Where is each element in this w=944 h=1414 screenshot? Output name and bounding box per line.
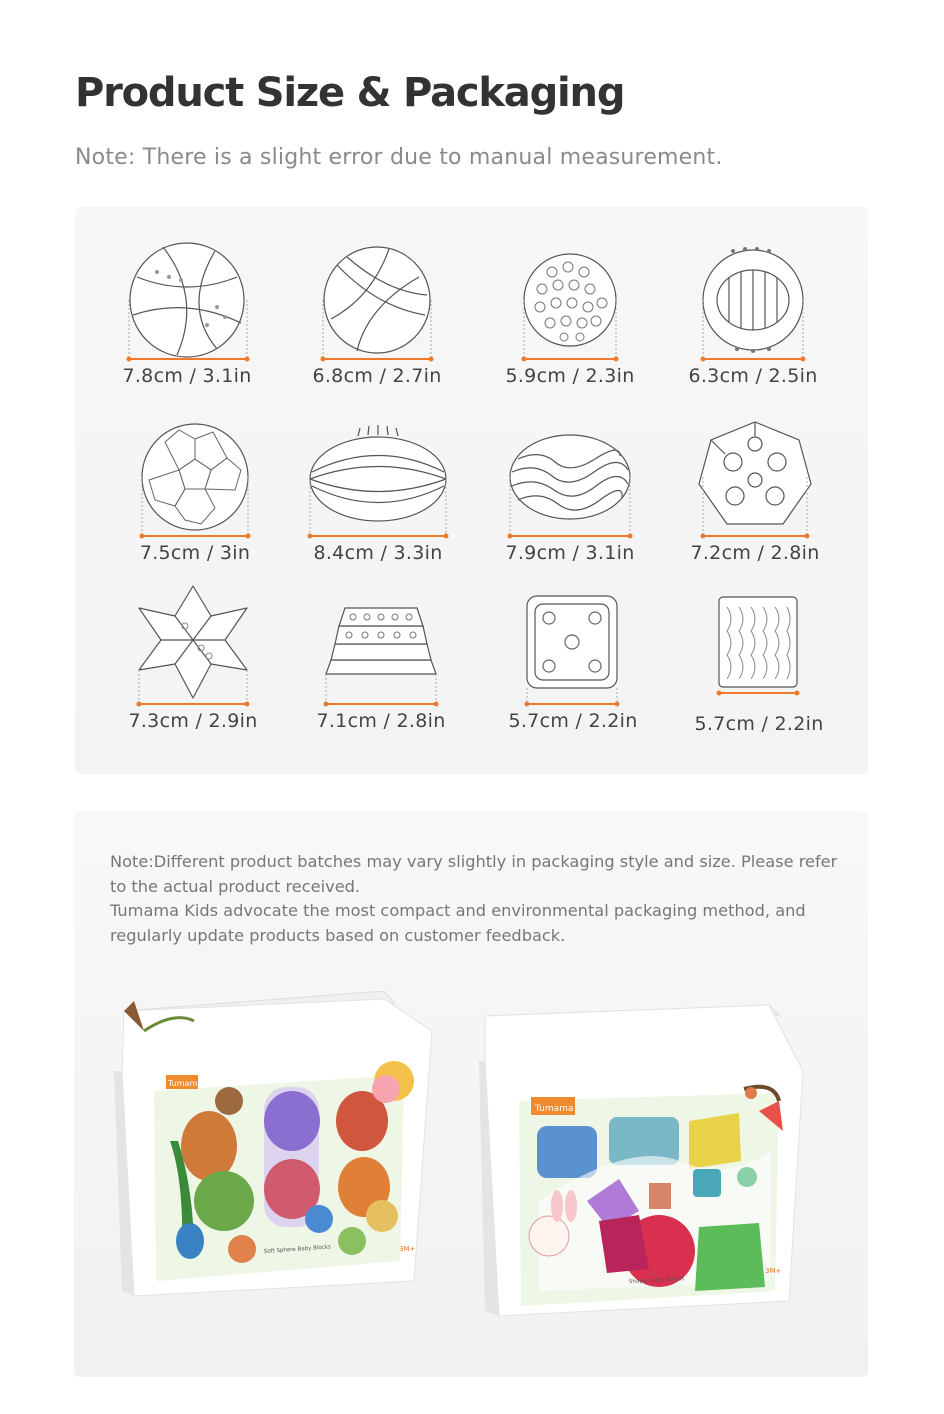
size-label: 5.9cm / 2.3in xyxy=(505,365,635,387)
size-label: 6.8cm / 2.7in xyxy=(312,365,442,387)
golf-ball-icon xyxy=(480,237,660,362)
size-item-star-block xyxy=(103,582,283,742)
packaging-note-line: Note:Different product batches may vary slightly in packaging style and size. Please refer to the actual product received. xyxy=(110,852,838,896)
size-item-lattice-cylinder xyxy=(669,583,849,743)
packaging-box-spheres xyxy=(114,991,434,1311)
stepped-pyramid-icon xyxy=(291,582,471,707)
basketball-ball-icon xyxy=(97,237,277,362)
packaging-box-shapes xyxy=(479,1001,814,1321)
size-item-golf xyxy=(480,237,660,397)
size-label: 7.1cm / 2.8in xyxy=(316,710,446,732)
size-label: 8.4cm / 3.3in xyxy=(313,542,443,564)
size-label: 6.3cm / 2.5in xyxy=(688,365,818,387)
measurement-note: Note: There is a slight error due to manual measurement. xyxy=(75,145,723,170)
size-item-dodecahedron xyxy=(665,414,845,574)
packaging-note-line: Tumama Kids advocate the most compact and environmental packaging method, and regularly update products based on customer feedback. xyxy=(110,901,806,945)
size-label: 7.5cm / 3in xyxy=(139,542,251,564)
packaging-note xyxy=(110,850,840,948)
size-label: 7.8cm / 3.1in xyxy=(122,365,252,387)
volleyball-ball-icon xyxy=(287,237,467,362)
dodecahedron-icon xyxy=(665,414,845,539)
page-title: Product Size & Packaging xyxy=(75,70,625,116)
size-item-wavy-egg xyxy=(480,414,660,574)
size-item-volleyball xyxy=(287,237,467,397)
brand-logo: Tumama xyxy=(535,1104,574,1114)
size-item-soccer xyxy=(105,414,285,574)
age-badge: 3M+ xyxy=(765,1267,782,1275)
box-product-name: Shapes Baby Blocks xyxy=(628,1276,685,1285)
packaging-panel xyxy=(74,811,868,1377)
size-label: 7.2cm / 2.8in xyxy=(690,542,820,564)
wavy-egg-icon xyxy=(480,414,660,539)
size-panel xyxy=(75,207,868,774)
size-item-ribbed-ball xyxy=(663,237,843,397)
size-item-stepped-pyramid xyxy=(291,582,471,742)
soccer-ball-icon xyxy=(105,414,285,539)
size-item-dice-cube xyxy=(483,582,663,742)
dice-cube-icon xyxy=(483,582,663,707)
size-label: 7.9cm / 3.1in xyxy=(505,542,635,564)
rugby-ball-icon xyxy=(288,414,468,539)
size-label: 5.7cm / 2.2in xyxy=(508,710,638,732)
lattice-cylinder-icon xyxy=(669,583,849,708)
brand-logo: Tumama xyxy=(168,1079,203,1088)
ribbed-ball-icon xyxy=(663,237,843,362)
star-block-icon xyxy=(103,582,283,707)
size-label: 7.3cm / 2.9in xyxy=(128,710,258,732)
size-label: 5.7cm / 2.2in xyxy=(694,713,824,735)
size-item-basketball xyxy=(97,237,277,397)
box-product-name: Soft Sphere Baby Blocks xyxy=(263,1244,332,1255)
age-badge: 3M+ xyxy=(399,1245,416,1253)
size-item-rugby xyxy=(288,414,468,574)
